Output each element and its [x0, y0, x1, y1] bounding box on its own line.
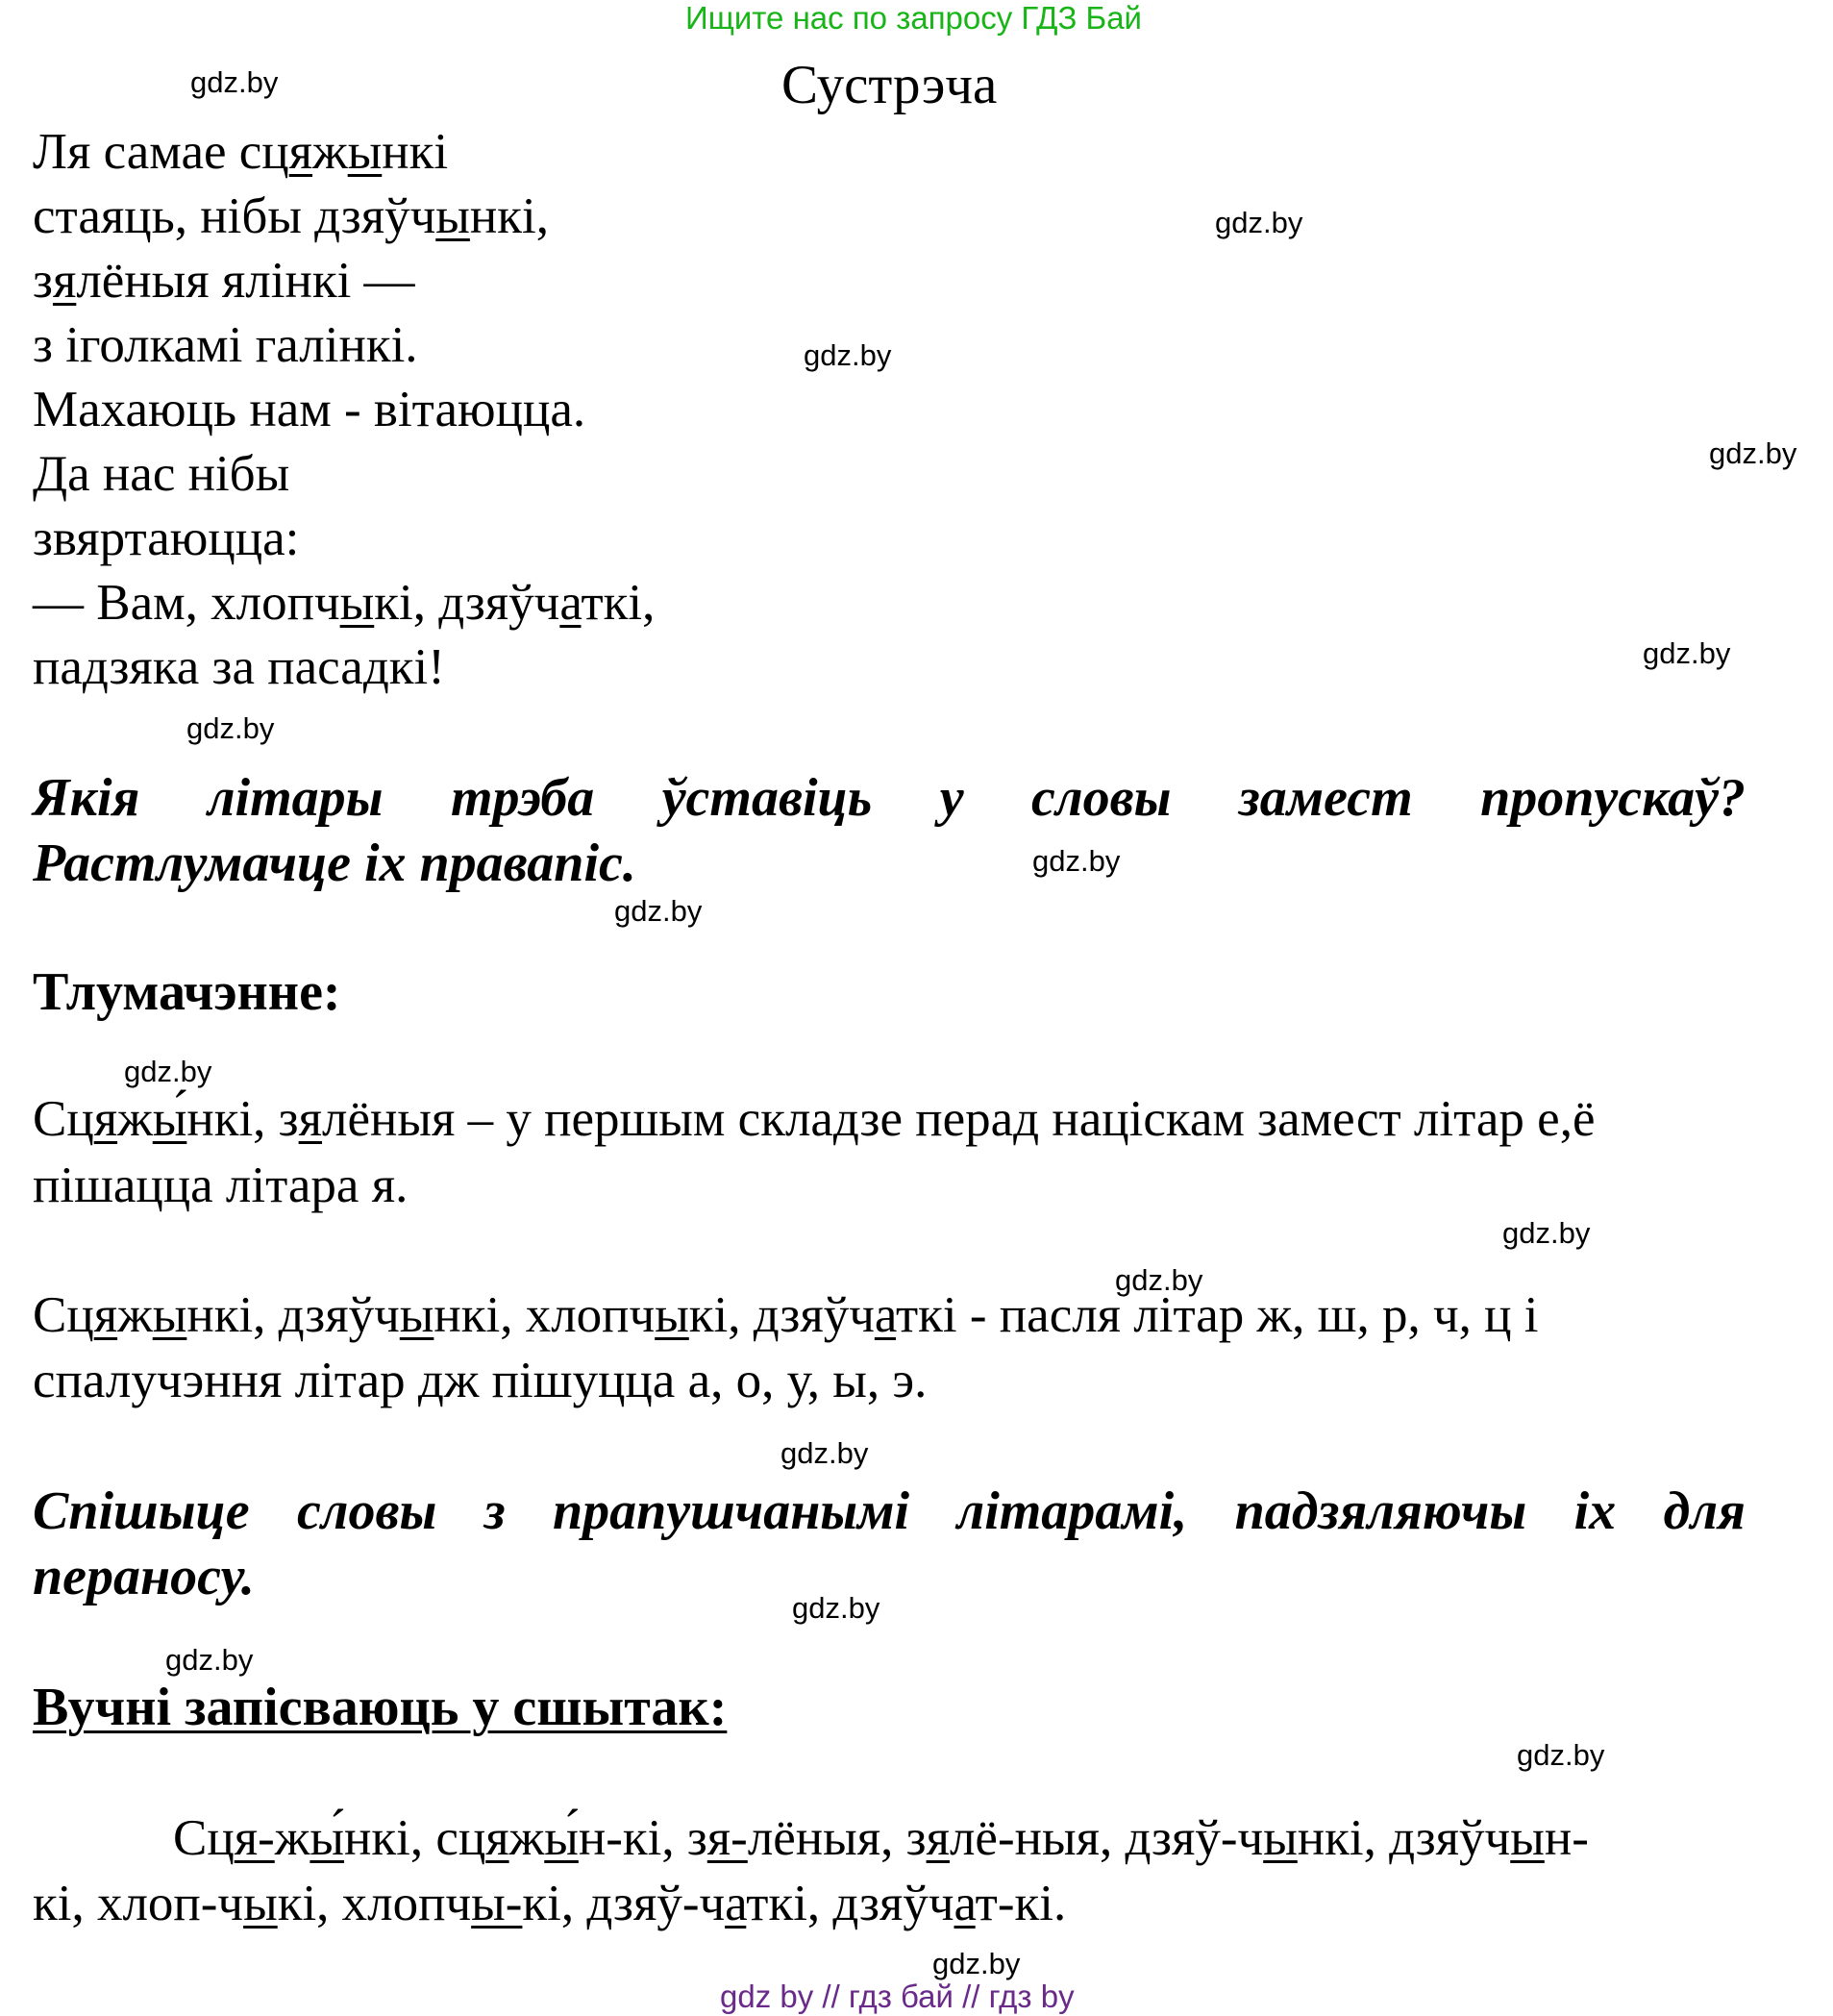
word: літарамі, [956, 1481, 1188, 1541]
underlined-letter: я- [234, 1810, 275, 1866]
top-banner: Ищите нас по запросу ГДЗ Бай [685, 0, 1142, 36]
poem-line [33, 574, 655, 638]
text-segment: нкі, з [186, 1091, 299, 1147]
poem [33, 123, 655, 703]
text-segment: ж [117, 1287, 153, 1343]
text-segment: ткі, [581, 575, 656, 631]
underlined-letter: ы [243, 1876, 278, 1931]
watermark: gdz.by [804, 338, 892, 372]
text-segment: Сц [173, 1810, 235, 1866]
text-segment: Да нас нібы [33, 446, 290, 502]
underlined-letter: а [559, 575, 582, 631]
explanation2-line2: спалучэння літар дж пішуцца а, о, у, ы, э. [33, 1353, 928, 1408]
word: Спішыце [33, 1481, 250, 1541]
underlined-letter: я [288, 124, 313, 180]
explanation1-line1 [33, 1090, 1595, 1148]
word: іх [1573, 1481, 1617, 1541]
text-segment: Ля самае сц [33, 124, 289, 180]
text-segment: — Вам, хлопч [33, 575, 340, 631]
task2-line2: пераносу. [33, 1547, 255, 1606]
footer-links: gdz by // гдз бай // гдз by [720, 1979, 1075, 2014]
underlined-letter: я [485, 1810, 509, 1866]
watermark: gdz.by [932, 1947, 1021, 1980]
word: словы [1031, 768, 1172, 828]
text-segment: н- [1544, 1810, 1589, 1866]
underlined-letter: я [926, 1810, 950, 1866]
word: Якія [33, 768, 140, 828]
text-segment: ткі - пасля літар ж, ш, р, ч, ц і [896, 1287, 1539, 1343]
underlined-letter: я [298, 1091, 323, 1147]
word: трэба [450, 768, 595, 828]
explanation1-line2: пішацца літара я. [33, 1157, 409, 1213]
text-segment: нкі, [469, 188, 549, 244]
poem-line [33, 445, 655, 510]
watermark: gdz.by [1502, 1216, 1591, 1250]
word: у [939, 768, 964, 828]
text-segment: кі, хлоп-ч [33, 1876, 244, 1931]
text-segment: ж [312, 124, 348, 180]
text-segment: ж [117, 1091, 153, 1147]
poem-line [33, 510, 655, 574]
watermark: gdz.by [1643, 636, 1731, 670]
poem-line [33, 381, 655, 445]
watermark: gdz.by [190, 65, 279, 99]
text-segment: ткі, дзяўч [746, 1876, 954, 1931]
text-segment: нкі, хлопч [433, 1287, 656, 1343]
text-segment: лёныя – у першым складзе перад націскам замест літар е,ё [322, 1091, 1596, 1147]
underlined-letter: ы́ [310, 1810, 344, 1866]
text-segment: Махаюць нам - вітаюцца. [33, 382, 586, 437]
text-segment: звяртаюцца: [33, 510, 300, 566]
text-segment: ж [274, 1810, 310, 1866]
word: з [483, 1481, 506, 1541]
word: літары [207, 768, 384, 828]
text-segment: лё-ныя, дзяў-ч [949, 1810, 1264, 1866]
word: падзяляючы [1234, 1481, 1527, 1541]
text-segment: ж [508, 1810, 545, 1866]
underlined-letter: а [954, 1876, 976, 1931]
underlined-letter: а [725, 1876, 747, 1931]
notebook-line2 [33, 1875, 1066, 1932]
word: прапушчанымі [553, 1481, 910, 1541]
word: ўставіць [661, 768, 873, 828]
underlined-letter: я [52, 253, 77, 309]
text-segment: кі, хлопч [277, 1876, 472, 1931]
text-segment: н-кі, з [578, 1810, 707, 1866]
underlined-letter: ы [152, 1287, 187, 1343]
explanation2-line1 [33, 1286, 1538, 1344]
watermark: gdz.by [1032, 844, 1121, 878]
text-segment: стаяць, нібы дзяўч [33, 188, 436, 244]
text-segment: Сц [33, 1287, 94, 1343]
watermark: gdz.by [1517, 1738, 1605, 1772]
word: для [1663, 1481, 1746, 1541]
underlined-letter: ы- [471, 1876, 523, 1931]
watermark: gdz.by [124, 1055, 212, 1088]
notebook-line1 [173, 1809, 1589, 1867]
underlined-letter: ы [399, 1287, 434, 1343]
underlined-letter: ы́ [152, 1091, 187, 1147]
watermark: gdz.by [186, 711, 275, 745]
underlined-letter: я- [706, 1810, 748, 1866]
explanation-heading: Тлумачэнне: [33, 962, 341, 1022]
text-segment: нкі, дзяўч [186, 1287, 400, 1343]
task2-line1 [33, 1481, 1746, 1542]
watermark: gdz.by [1115, 1263, 1203, 1297]
poem-line [33, 187, 655, 252]
watermark: gdz.by [792, 1591, 880, 1625]
word: словы [296, 1481, 437, 1541]
text-segment: кі, дзяўч [374, 575, 560, 631]
underlined-letter: ы [347, 124, 383, 180]
page-title: Сустрэча [781, 55, 998, 115]
underlined-letter: ы [435, 188, 470, 244]
text-segment: з іголкамі галінкі. [33, 317, 418, 373]
text-segment: кі, дзяўч [688, 1287, 875, 1343]
poem-line [33, 316, 655, 381]
underlined-letter: ы́ [544, 1810, 579, 1866]
text-segment: нкі [382, 124, 449, 180]
word: пропускаў? [1480, 768, 1746, 828]
underlined-letter: ы [655, 1287, 689, 1343]
underlined-letter: я [93, 1287, 118, 1343]
poem-line [33, 638, 655, 703]
word: замест [1238, 768, 1413, 828]
text-segment: нкі, дзяўч [1297, 1810, 1511, 1866]
task1-line1 [33, 767, 1746, 829]
text-segment: т-кі. [975, 1876, 1067, 1931]
watermark: gdz.by [614, 894, 703, 928]
watermark: gdz.by [780, 1436, 869, 1470]
watermark: gdz.by [1215, 206, 1303, 239]
text-segment: з [33, 253, 53, 309]
text-segment: Сц [33, 1091, 94, 1147]
poem-line [33, 252, 655, 316]
underlined-letter: ы [1510, 1810, 1545, 1866]
underlined-letter: я [93, 1091, 118, 1147]
text-segment: кі, дзяў-ч [522, 1876, 726, 1931]
text-segment: лёныя ялінкі — [76, 253, 415, 309]
underlined-letter: ы [339, 575, 375, 631]
underlined-letter: а [874, 1287, 897, 1343]
task1-line2: Растлумачце іх правапіс. [33, 834, 636, 893]
underlined-letter: ы [1263, 1810, 1298, 1866]
poem-line [33, 123, 655, 187]
text-segment: падзяка за пасадкі! [33, 639, 445, 695]
text-segment: нкі, сц [343, 1810, 486, 1866]
text-segment: лёныя, з [747, 1810, 927, 1866]
notebook-heading: Вучні запісваюць у сшытак: [33, 1678, 728, 1737]
watermark: gdz.by [1709, 436, 1797, 470]
watermark: gdz.by [165, 1643, 254, 1677]
